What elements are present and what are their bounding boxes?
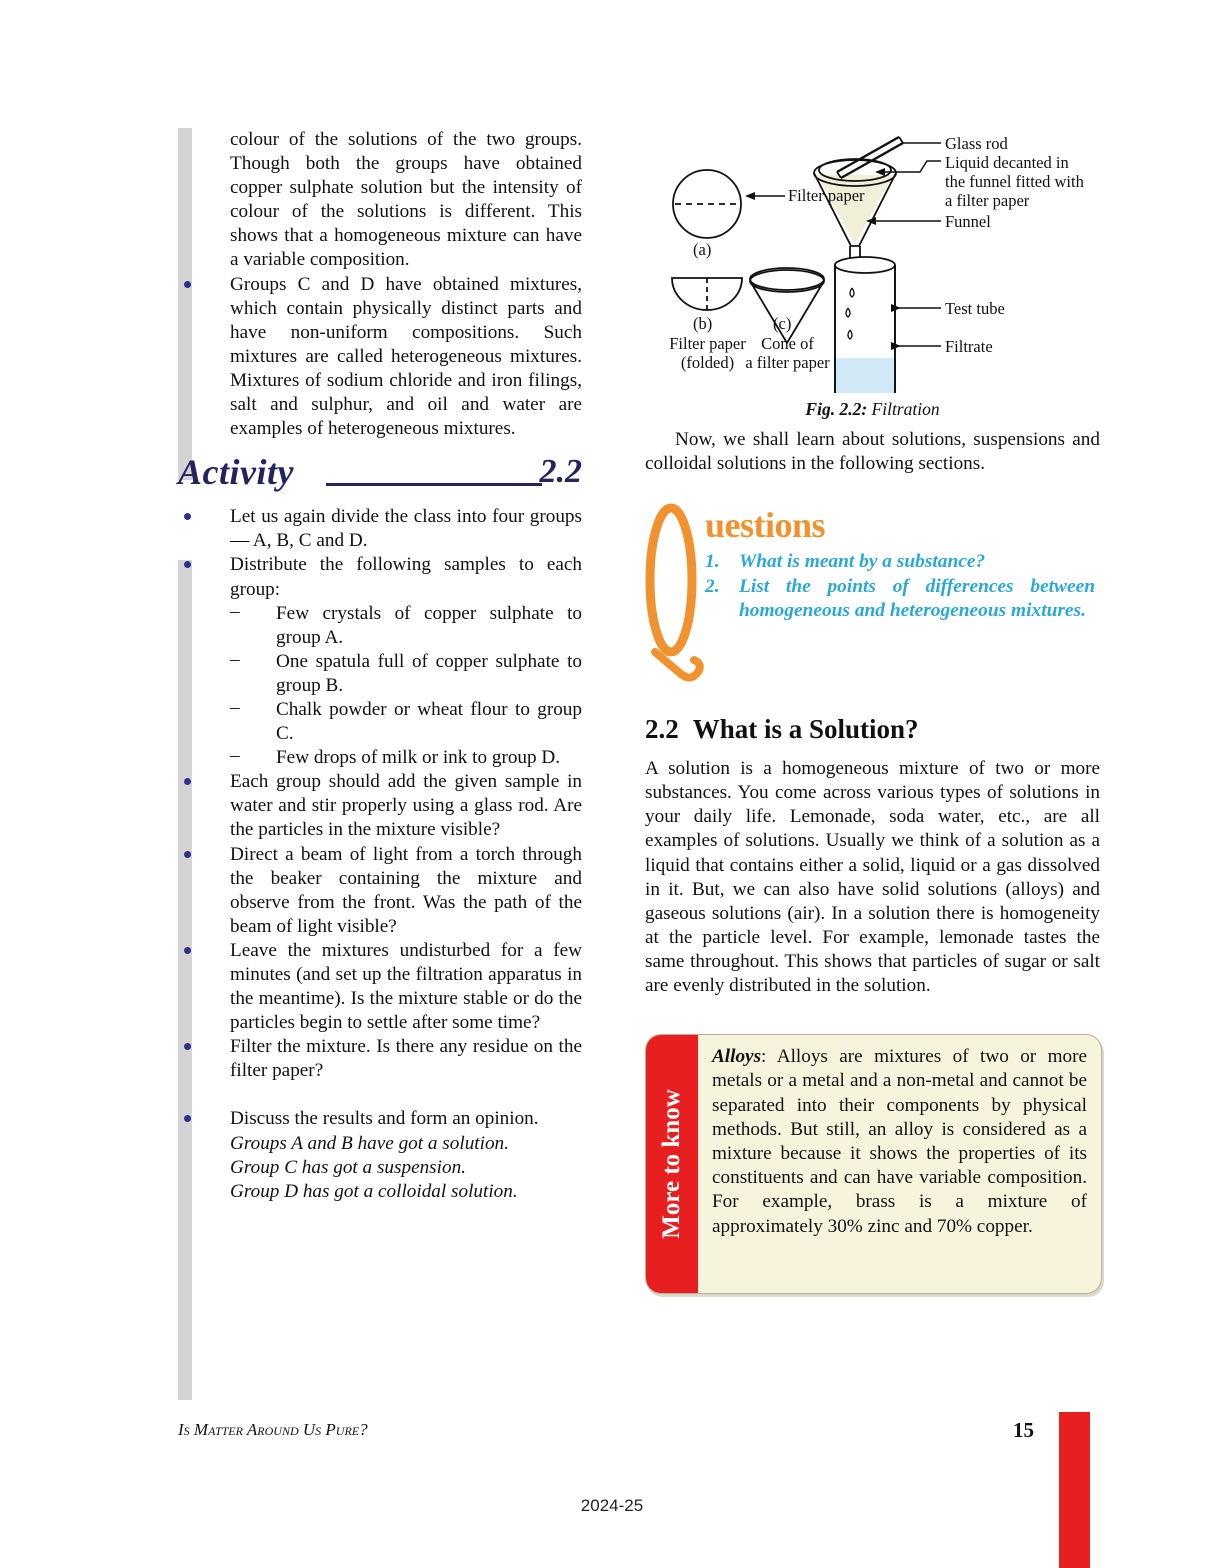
bullet-dot-icon bbox=[184, 561, 191, 568]
list-item bbox=[230, 650, 582, 698]
bullet-dot-icon bbox=[184, 947, 191, 954]
question-number: 2. bbox=[705, 575, 720, 597]
section-heading bbox=[645, 714, 1100, 745]
more-to-know-term: Alloys bbox=[712, 1046, 762, 1068]
activity-rule-divider bbox=[326, 483, 542, 486]
sample-item-3: Chalk powder or wheat flour to group C. bbox=[276, 698, 582, 745]
more-to-know-text: : Alloys are mixtures of two or more metals or a metal and a non-metal and cannot be separated into their components by physical methods. But still, an alloy is considered as a mixture because it shows the properties of its constituents and can have variable composition. For example, brass is a mixture of approximately 30% zinc and 70% copper. bbox=[712, 1046, 1087, 1237]
sample-item-2: One spatula full of copper sulphate to group B. bbox=[276, 650, 582, 696]
activity-label: Activity bbox=[178, 452, 294, 493]
section-body-paragraph: A solution is a homogeneous mixture of two or more substances. You come across various types of solutions in your daily life. Lemonade, soda water, etc., are all examples of solutions. Usually we think of a solution as a liquid that contains either a solid, liquid or a gas dissolved in it. But, we can also have solid solutions (alloys) and gaseous solutions (air). In a solution there is homogeneity at the particle level. For example, lemonade tastes the same throughout. This shows that particles of sugar or salt are evenly distributed in the solution. bbox=[645, 758, 1100, 997]
dash-marker-icon: – bbox=[230, 600, 240, 622]
activity-number: 2.2 bbox=[539, 453, 582, 491]
more-to-know-tab bbox=[646, 1035, 698, 1293]
activity-step-4: Direct a beam of light from a torch through the beaker containing the mixture and observe from the front. Was the path of the beam of light visible? bbox=[230, 843, 582, 937]
sample-item-1: Few crystals of copper sulphate to group A. bbox=[276, 602, 582, 648]
activity-step-2: Distribute the following samples to each group: bbox=[230, 554, 582, 600]
label-cone-line1: Cone of bbox=[761, 334, 814, 353]
label-filter-paper: Filter paper bbox=[788, 186, 865, 205]
figure-caption-label: Fig. 2.2: bbox=[805, 399, 868, 419]
questions-list bbox=[705, 550, 1095, 624]
questions-q-letter-icon bbox=[645, 502, 705, 682]
label-cone-line2: a filter paper bbox=[745, 353, 830, 372]
more-to-know-box bbox=[645, 1034, 1102, 1294]
list-item bbox=[178, 553, 582, 770]
page-number: 15 bbox=[1013, 1418, 1034, 1442]
questions-title: uestions bbox=[705, 505, 826, 546]
bullet-dot-icon bbox=[184, 851, 191, 858]
list-item bbox=[230, 698, 582, 746]
label-filter-paper-folded-line2: (folded) bbox=[680, 353, 735, 372]
year-stamp: 2024-25 bbox=[580, 1496, 644, 1515]
conclusion-1: Groups A and B have got a solution. bbox=[230, 1132, 509, 1154]
footer-chapter-title: Is Matter Around Us Pure? bbox=[178, 1420, 368, 1439]
list-item bbox=[178, 273, 582, 442]
label-glass-rod: Glass rod bbox=[945, 134, 1008, 153]
bullet-dot-icon bbox=[184, 513, 191, 520]
activity-step-7: Discuss the results and form an opinion. bbox=[230, 1108, 539, 1130]
after-figure-paragraph: Now, we shall learn about solutions, suspensions and colloidal solutions in the following sections. bbox=[645, 429, 1100, 475]
label-a: (a) bbox=[693, 240, 712, 259]
intro-bullet-list bbox=[178, 128, 582, 441]
label-liquid-decanted-line1: Liquid decanted in bbox=[945, 153, 1069, 172]
list-item bbox=[178, 505, 582, 553]
question-number: 1. bbox=[705, 551, 720, 573]
label-liquid-decanted-line2: the funnel fitted with bbox=[945, 172, 1084, 191]
list-item bbox=[230, 746, 582, 770]
more-to-know-tab-label: More to know bbox=[658, 1089, 685, 1239]
label-liquid-decanted-line3: a filter paper bbox=[945, 191, 1030, 210]
bullet-dot-icon bbox=[184, 778, 191, 785]
question-text: What is meant by a substance? bbox=[739, 551, 986, 573]
intro-paragraph-2: Groups C and D have obtained mixtures, which contain physically distinct parts and have non-uniform compositions. Such mixtures are called heterogeneous mixtures. Mixtures of sodium chloride and iron filings, salt and sulphur, and oil and water are examples of heterogeneous mixtures. bbox=[230, 273, 582, 440]
activity-step-6: Filter the mixture. Is there any residue on the filter paper? bbox=[230, 1036, 582, 1082]
activity-step-3: Each group should add the given sample in water and stir properly using a glass rod. Are the particles in the mixture visible? bbox=[230, 771, 582, 841]
label-filtrate: Filtrate bbox=[945, 337, 993, 356]
dash-marker-icon: – bbox=[230, 745, 240, 767]
activity-step-5: Leave the mixtures undisturbed for a few minutes (and set up the filtration apparatus in the meantime). Is the mixture stable or do the particles begin to settle after some time? bbox=[230, 939, 582, 1034]
list-item bbox=[230, 602, 582, 650]
conclusion-3: Group D has got a colloidal solution. bbox=[230, 1180, 518, 1202]
list-item bbox=[178, 1035, 582, 1083]
right-column bbox=[645, 128, 1100, 1294]
label-b: (b) bbox=[693, 314, 713, 333]
bullet-dot-icon bbox=[184, 1043, 191, 1050]
label-test-tube: Test tube bbox=[945, 299, 1005, 318]
list-item bbox=[178, 1107, 582, 1203]
edge-accent-bar bbox=[1059, 1412, 1090, 1568]
intro-paragraph-1: colour of the solutions of the two groups. Though both the groups have obtained copper sulphate solution but the intensity of colour of the solutions is different. This shows that a homogeneous mixture can have a variable composition. bbox=[230, 129, 582, 271]
label-funnel: Funnel bbox=[945, 212, 991, 231]
figure-caption bbox=[645, 399, 1100, 420]
list-item bbox=[178, 770, 582, 842]
label-c: (c) bbox=[773, 314, 792, 333]
left-column bbox=[178, 128, 582, 1204]
sample-dash-list bbox=[230, 602, 582, 771]
bullet-dot-icon bbox=[184, 1115, 191, 1122]
figure-caption-text: Filtration bbox=[871, 399, 940, 419]
bullet-dot-icon bbox=[184, 281, 191, 288]
sample-item-4: Few drops of milk or ink to group D. bbox=[276, 747, 561, 769]
section-title: What is a Solution? bbox=[692, 714, 919, 745]
filtration-figure bbox=[645, 128, 1100, 393]
list-item bbox=[178, 128, 582, 273]
list-item bbox=[178, 843, 582, 939]
dash-marker-icon: – bbox=[230, 648, 240, 670]
activity-step-1: Let us again divide the class into four groups— A, B, C and D. bbox=[230, 506, 582, 552]
questions-block bbox=[645, 502, 1100, 688]
list-item bbox=[705, 575, 1095, 624]
conclusion-2: Group C has got a suspension. bbox=[230, 1156, 466, 1178]
activity-heading bbox=[178, 452, 582, 501]
list-item bbox=[178, 939, 582, 1035]
dash-marker-icon: – bbox=[230, 696, 240, 718]
question-text: List the points of differences between homogeneous and heterogeneous mixtures. bbox=[739, 575, 1095, 622]
activity-step-list bbox=[178, 505, 582, 1204]
list-item bbox=[705, 550, 1095, 575]
more-to-know-body bbox=[698, 1035, 1101, 1251]
section-number: 2.2 bbox=[645, 714, 679, 745]
label-filter-paper-folded-line1: Filter paper bbox=[669, 334, 746, 353]
